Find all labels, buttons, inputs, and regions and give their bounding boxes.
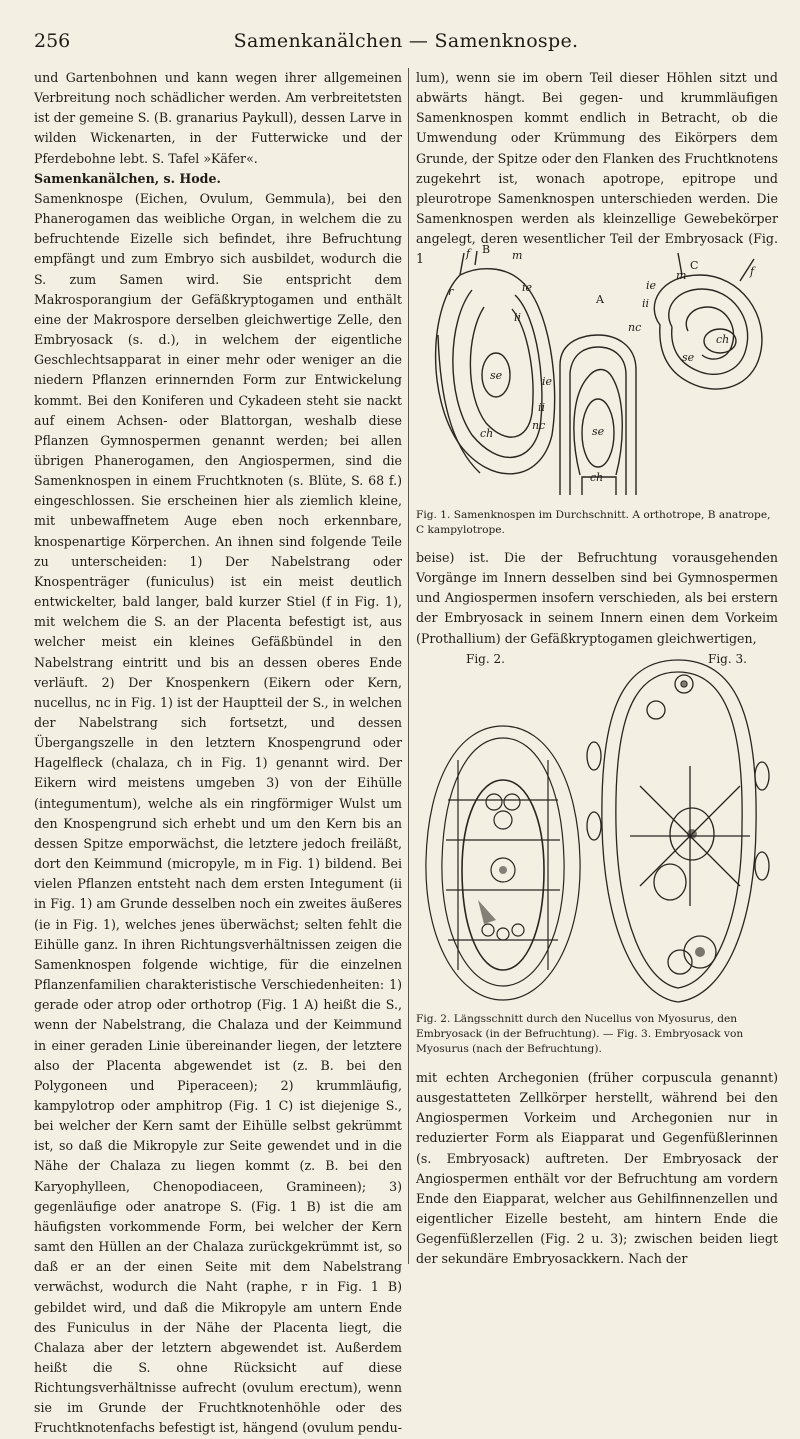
figure-3-label: Fig. 3.	[708, 652, 747, 666]
figure-3-embryo-sac	[580, 656, 776, 1006]
fig1-label-ii: ii	[514, 311, 522, 324]
fig1-label-nc-a: nc	[532, 419, 546, 432]
figure-2-3-caption: Fig. 2. Längsschnitt durch den Nucellus von Myosurus, den Embryosack (in der Befruchtung). — Fig. 3. Embryosack von Myosurus (nach der Befruchtung).	[416, 1013, 744, 1055]
fig1-label-ii-a: ii	[538, 401, 546, 414]
fig1-label-ie: ie	[522, 281, 533, 294]
figure-2-nucellus-section	[418, 720, 588, 1005]
figure-2-label: Fig. 2.	[466, 652, 505, 666]
paragraph: lum), wenn sie im obern Teil dieser Höhlen sitzt und abwärts hängt. Bei gegen- und krummläufigen Samenknospen kommt endlich in Betracht, ob die Umwendung oder Krümmung des Eikörpers dem Grunde, der Spitze oder den Flanken des Fruchtknotens zugekehrt ist, wonach apotrope, epitrope und pleurotrope Samenknospen unterschieden werden. Die Samenknospen werden als kleinzellige Gewebekörper angelegt, deren wesentlicher Teil der Embryosack (Fig. 1	[416, 70, 778, 267]
paragraph: mit echten Archegonien (früher corpuscula genannt) ausgestatteten Zellkörper herstellt, während bei den Angiospermen Vorkeim und Archegonien nur in reduzierter Form als Eiapparat und Gegenfüßlerinnen (s. Embryosack) auftreten. Der Embryosack der Angiospermen enthält vor der Befruchtung am vordern Ende den Eiapparat, welcher aus Gehilfinnenzellen und eigentlicher Eizelle besteht, am hintern Ende die Gegenfüßlerzellen (Fig. 2 u. 3); zwischen beiden liegt der sekundäre Embryosackkern. Nach der	[416, 1070, 778, 1267]
fig1-label-se: se	[490, 369, 503, 382]
paragraph: Samenkanälchen, s. Hode.	[34, 170, 221, 186]
fig1-label-se-c: se	[682, 351, 695, 364]
page-header	[34, 30, 778, 54]
fig1-label-B: B	[482, 243, 491, 256]
fig1-label-ch: ch	[480, 427, 494, 440]
paragraph: beise) ist. Die der Befruchtung vorausgehenden Vorgänge im Innern desselben sind bei Gymnospermen und Angiospermen insofern verschieden, als bei erstern der Embryosack in seinem Innern einen dem Vorkeim (Prothallium) der Gefäßkryptogamen gleichwertigen,	[416, 550, 778, 646]
fig1-label-ie-a: ie	[542, 375, 553, 388]
figure-1-caption: Fig. 1. Samenknospen im Durchschnitt. A orthotrope, B anatrope, C kampylotrope.	[416, 509, 771, 536]
fig1-label-f-c: f	[750, 265, 755, 278]
fig1-label-nc-c: nc	[628, 321, 642, 334]
running-title: Samenkanälchen — Samenknospe.	[233, 30, 579, 52]
paragraph: Samenknospe (Eichen, Ovulum, Gemmula), bei den Phanerogamen das weibliche Organ, in welchem die zu befruchtende Eizelle sich befindet, ihre Befruchtung empfängt und zum Embryo sich ausbildet, wodurch die S. zum Samen wird. Sie entspricht dem Makrosporangium der Gefäßkryptogamen und enthält eine der Makrospore derselben gleichwertige Zelle, den Embryosack (s. d.), in welchem der eigentliche Geschlechtsapparat in einer mehr oder weniger an die niedern Pflanzen erinnernden Form zur Entwickelung kommt. Bei den Koniferen und Cykadeen steht sie nackt auf einem Achsen- oder Blattorgan, weshalb diese Pflanzen Gymnospermen genannt werden; bei allen übrigen Phanerogamen, den Angiospermen, sind die Samenknospen in einem Fruchtknoten (s. Blüte, S. 68 f.) eingeschlossen. Sie erscheinen hier als ziemlich kleine, mit unbewaffnetem Auge eben noch erkennbare, knospenartige Körperchen. An ihnen sind folgende Teile zu unterscheiden: 1) Der Nabelstrang oder Knospenträger (funiculus) ist ein meist deutlich entwickelter, bald langer, bald kurzer Stiel (f in Fig. 1), mit welchem die S. an der Placenta befestigt ist, aus welcher meist ein kleines Gefäßbündel in den Nabelstrang eintritt und bis an dessen oberes Ende verläuft. 2) Der Knospenkern (Eikern oder Kern, nucellus, nc in Fig. 1) ist der Hauptteil der S., in welchen der Nabelstrang sich fortsetzt, und dessen Übergangszelle in den letztern Knospengrund oder Hagelfleck (chalaza, ch in Fig. 1) genannt wird. Der Eikern wird meistens umgeben 3) von der Eihülle (integumentum), welche als ein ringförmiger Wulst um den Knospengrund sich erhebt und um den Kern bis an dessen Spitze emporwächst, die letztere jedoch freiläßt, dort den Keimmund (micropyle, m in Fig. 1) bildend. Bei vielen Pflanzen entsteht nach dem ersten Integument (ii in Fig. 1) am Grunde desselben noch ein zweites äußeres (ie in Fig. 1), welches jenes überwächst; selten fehlt die Eihülle ganz. In ihren Richtungsverhältnissen zeigen die Samenknospen folgende wichtige, für die einzelnen Pflanzenfamilien charakteristische Verschiedenheiten: 1) gerade oder atrop oder orthotrop (Fig. 1 A) heißt die S., wenn der Nabelstrang, die Chalaza und der Keimmund in einer geraden Linie übereinander liegen, der letztere also der Placenta abgewendet ist (z. B. bei den Polygoneen und Piperaceen); 2) krummläufig, kampylotrop oder amphitrop (Fig. 1 C) ist diejenige S., bei welcher der Kern samt der Eihülle selbst gekrümmt ist, so daß die Mikropyle zur Seite gewendet und in die Nähe der Chalaza zu liegen kommt (z. B. bei den Karyophylleen, Chenopodiaceen, Gramineen); 3) gegenläufige oder anatrope S. (Fig. 1 B) ist die am häufigsten vorkommende Form, bei welcher der Kern samt den Hüllen an der Chalaza zurückgekrümmt ist, so daß er an der einen Seite mit dem Nabelstrang verwächst, wodurch die Naht (raphe, r in Fig. 1 B) gebildet wird, und daß die Mikropyle am untern Ende des Funiculus in der Nähe der Placenta liegt, die Chalaza aber der letztern abgewendet ist. Außerdem heißt die S. ohne Rücksicht auf diese Richtungsverhältnisse aufrecht (ovulum erectum), wenn sie im Grunde der Fruchtknotenhöhle oder des Fruchtknotenfachs befestigt ist, hängend (ovulum pendu-	[34, 190, 402, 1436]
column-divider	[408, 68, 409, 1264]
fig1-label-ie-c: ie	[646, 279, 657, 292]
left-column-text	[34, 68, 402, 1436]
fig1-label-A: A	[596, 293, 604, 306]
page-number: 256	[34, 30, 71, 52]
right-column-middle-text	[416, 548, 778, 644]
figure-1-ovule-sections	[420, 245, 776, 503]
fig1-label-r: r	[448, 285, 454, 298]
fig1-label-ch-c: ch	[716, 333, 730, 346]
fig1-label-m: m	[512, 249, 523, 262]
fig1-label-ch-a: ch	[590, 471, 604, 484]
fig1-label-C: C	[690, 259, 699, 272]
fig1-label-m-c: m	[676, 269, 687, 282]
fig1-label-ii-c: ii	[642, 297, 650, 310]
fig1-label-se-a: se	[592, 425, 605, 438]
paragraph: und Gartenbohnen und kann wegen ihrer allgemeinen Verbreitung noch schädlicher werden. Am verbreitetsten ist der gemeine S. (B. granarius Paykull), dessen Larve in wilden Wickenarten, in der Futterwicke und der Pferdebohne lebt. S. Tafel »Käfer«.	[34, 70, 402, 166]
right-column-bottom-text	[416, 1068, 778, 1268]
right-column-top-text	[416, 68, 778, 267]
fig1-label-f: f	[466, 247, 471, 260]
